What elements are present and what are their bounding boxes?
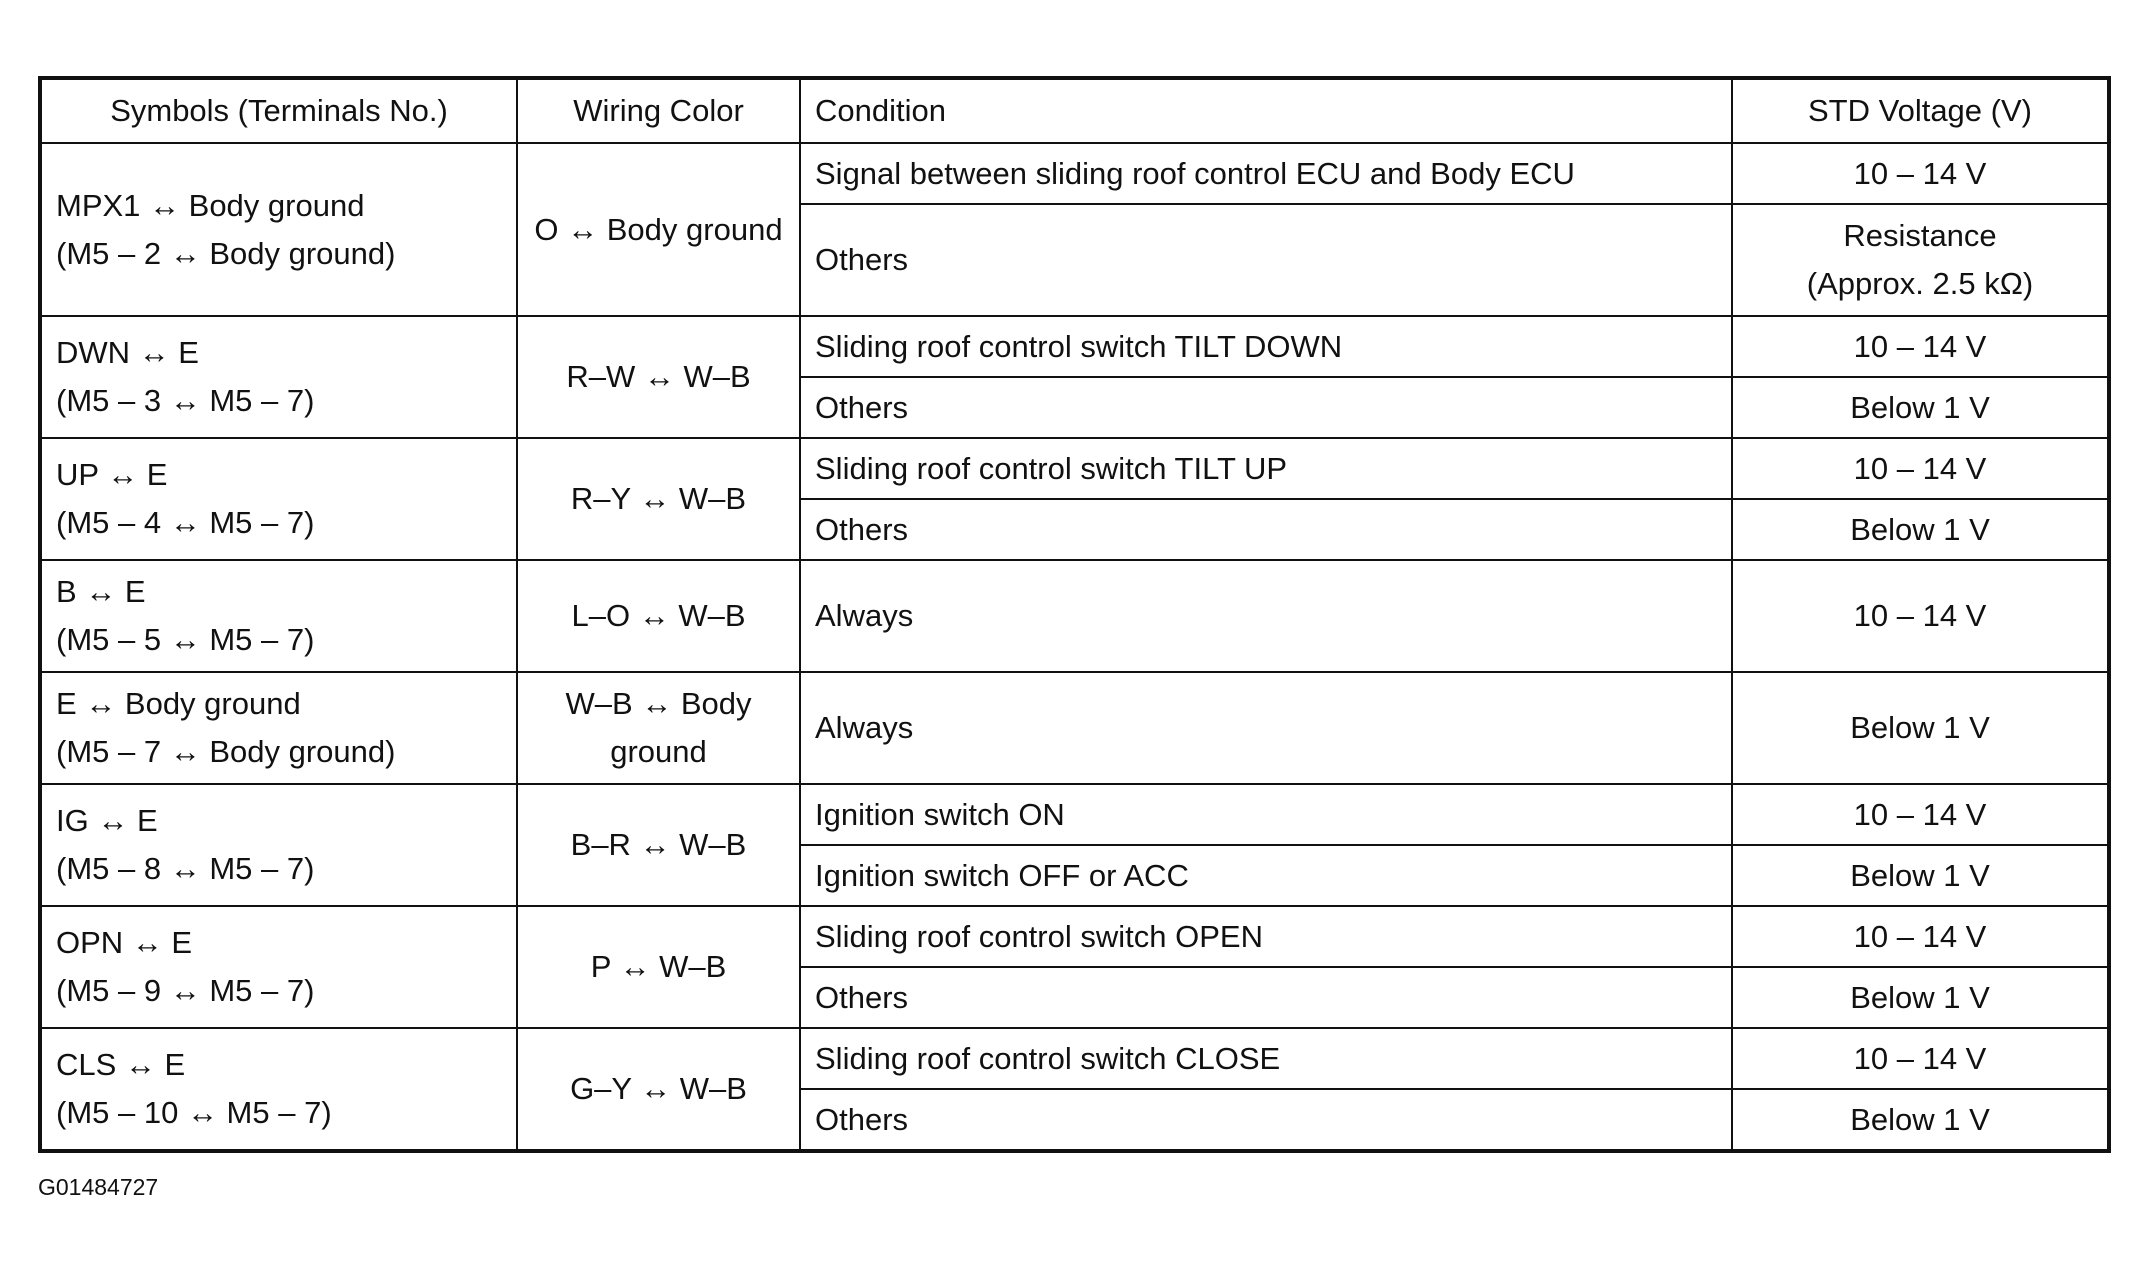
std-voltage-cell	[1732, 438, 2109, 499]
voltage-value: 10 – 14 V	[1853, 796, 1987, 832]
table-row	[40, 1028, 2109, 1089]
terminal-numbers: (M5 – 2 ↔ Body ground)	[56, 235, 396, 271]
terminal-voltage-table	[38, 76, 2111, 1153]
std-voltage-cell	[1732, 1028, 2109, 1089]
symbol-cell	[40, 143, 517, 316]
voltage-value: 10 – 14 V	[1853, 918, 1987, 954]
voltage-value: Resistance	[1843, 218, 1997, 253]
condition-cell: Ignition switch OFF or ACC	[800, 845, 1732, 906]
voltage-value: 10 – 14 V	[1853, 1040, 1987, 1076]
condition-cell: Signal between sliding roof control ECU and Body ECU	[800, 143, 1732, 204]
condition-cell: Sliding roof control switch OPEN	[800, 906, 1732, 967]
terminal-numbers: (M5 – 10 ↔ M5 – 7)	[56, 1095, 332, 1130]
condition-cell: Others	[800, 1089, 1732, 1151]
std-voltage-cell	[1732, 784, 2109, 845]
condition-cell: Sliding roof control switch CLOSE	[800, 1028, 1732, 1089]
condition-cell: Sliding roof control switch TILT UP	[800, 438, 1732, 499]
symbol-cell	[40, 560, 517, 672]
symbol-cell	[40, 1028, 517, 1151]
voltage-value: 10 – 14 V	[1853, 450, 1987, 486]
std-voltage-cell	[1732, 672, 2109, 784]
table-row	[40, 672, 2109, 784]
condition-cell: Ignition switch ON	[800, 784, 1732, 845]
table-body	[40, 143, 2109, 1151]
symbol-cell	[40, 672, 517, 784]
condition-cell: Others	[800, 204, 1732, 316]
symbol-cell	[40, 438, 517, 560]
std-voltage-cell	[1732, 143, 2109, 204]
wiring-color-cell: P ↔ W–B	[517, 906, 800, 1028]
std-voltage-cell	[1732, 377, 2109, 438]
symbol-label: OPN ↔ E	[56, 925, 193, 960]
wiring-color-cell: W–B ↔ Body ground	[517, 672, 800, 784]
std-voltage-cell	[1732, 560, 2109, 672]
std-voltage-cell	[1732, 845, 2109, 906]
terminal-numbers: (M5 – 8 ↔ M5 – 7)	[56, 851, 315, 886]
table-row	[40, 560, 2109, 672]
table-row	[40, 784, 2109, 845]
table-row	[40, 438, 2109, 499]
symbol-label: MPX1 ↔ Body ground	[56, 187, 365, 223]
header-wiring-color: Wiring Color	[517, 78, 800, 143]
voltage-value: Below 1 V	[1850, 1101, 1990, 1137]
voltage-value: Below 1 V	[1850, 979, 1990, 1015]
condition-cell: Others	[800, 377, 1732, 438]
condition-cell: Sliding roof control switch TILT DOWN	[800, 316, 1732, 377]
condition-cell: Others	[800, 967, 1732, 1028]
terminal-numbers: (M5 – 3 ↔ M5 – 7)	[56, 383, 315, 418]
voltage-value: Below 1 V	[1850, 389, 1990, 425]
std-voltage-cell	[1732, 316, 2109, 377]
wiring-color-cell: G–Y ↔ W–B	[517, 1028, 800, 1151]
voltage-note: (Approx. 2.5 kΩ)	[1806, 266, 2034, 301]
header-condition: Condition	[800, 78, 1732, 143]
std-voltage-cell	[1732, 1089, 2109, 1151]
terminal-numbers: (M5 – 4 ↔ M5 – 7)	[56, 505, 315, 540]
condition-cell: Always	[800, 560, 1732, 672]
symbol-cell	[40, 906, 517, 1028]
table-row	[40, 316, 2109, 377]
std-voltage-cell	[1732, 906, 2109, 967]
header-symbols: Symbols (Terminals No.)	[40, 78, 517, 143]
voltage-value: 10 – 14 V	[1853, 155, 1987, 191]
symbol-label: IG ↔ E	[56, 803, 158, 838]
terminal-numbers: (M5 – 7 ↔ Body ground)	[56, 734, 396, 769]
table-row	[40, 143, 2109, 204]
voltage-value: 10 – 14 V	[1853, 598, 1987, 633]
terminal-numbers: (M5 – 9 ↔ M5 – 7)	[56, 973, 315, 1008]
symbol-label: B ↔ E	[56, 574, 146, 609]
condition-cell: Always	[800, 672, 1732, 784]
symbol-label: DWN ↔ E	[56, 335, 199, 370]
header-std-voltage: STD Voltage (V)	[1732, 78, 2109, 143]
wiring-color-cell: B–R ↔ W–B	[517, 784, 800, 906]
wiring-color-cell: O ↔ Body ground	[517, 143, 800, 316]
symbol-cell	[40, 316, 517, 438]
voltage-value: Below 1 V	[1850, 511, 1990, 547]
voltage-value: 10 – 14 V	[1853, 328, 1987, 364]
terminal-numbers: (M5 – 5 ↔ M5 – 7)	[56, 622, 315, 657]
symbol-label: E ↔ Body ground	[56, 686, 301, 721]
std-voltage-cell	[1732, 499, 2109, 560]
std-voltage-cell	[1732, 204, 2109, 316]
symbol-label: UP ↔ E	[56, 457, 168, 492]
wiring-color-cell: R–W ↔ W–B	[517, 316, 800, 438]
wiring-color-cell: L–O ↔ W–B	[517, 560, 800, 672]
figure-id: G01484727	[38, 1174, 159, 1200]
wiring-color-cell: R–Y ↔ W–B	[517, 438, 800, 560]
condition-cell: Others	[800, 499, 1732, 560]
std-voltage-cell	[1732, 967, 2109, 1028]
header-row	[40, 78, 2109, 143]
symbol-cell	[40, 784, 517, 906]
symbol-label: CLS ↔ E	[56, 1047, 186, 1082]
voltage-value: Below 1 V	[1850, 710, 1990, 745]
voltage-value: Below 1 V	[1850, 857, 1990, 893]
table-row	[40, 906, 2109, 967]
